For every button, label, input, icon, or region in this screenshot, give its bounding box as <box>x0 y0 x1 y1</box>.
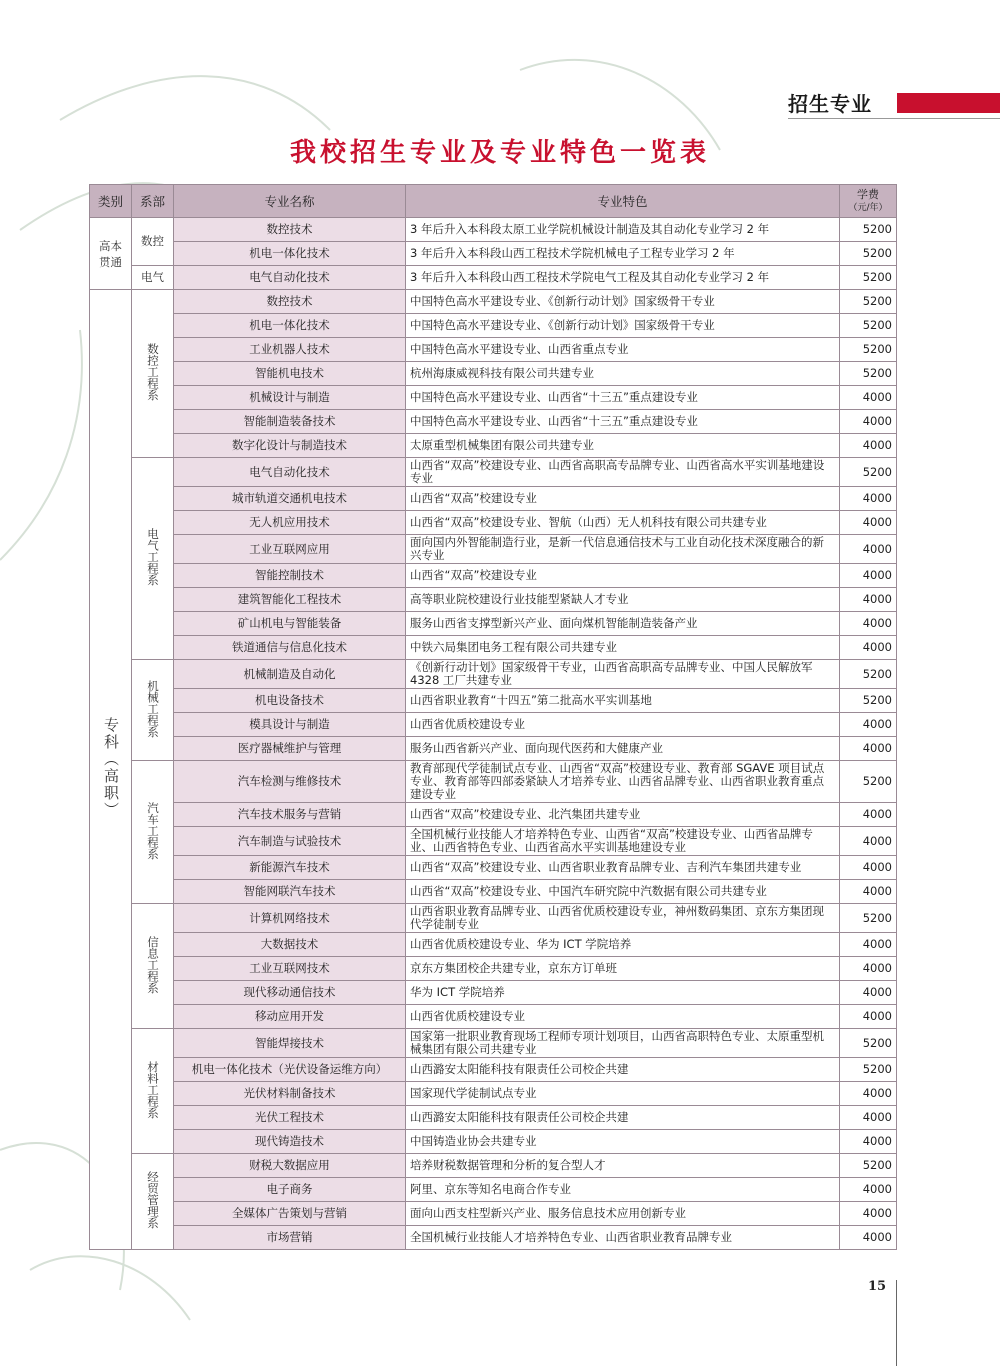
fee-cell: 5200 <box>840 458 897 487</box>
table-row <box>90 880 897 904</box>
department-cell <box>132 660 174 761</box>
category-cell <box>90 290 132 1250</box>
table-row <box>90 803 897 827</box>
feature-cell: 山西省优质校建设专业 <box>406 713 840 737</box>
feature-cell: 山西省“双高”校建设专业、北汽集团共建专业 <box>406 803 840 827</box>
feature-cell: 中国特色高水平建设专业、《创新行动计划》国家级骨干专业 <box>406 290 840 314</box>
table-row <box>90 338 897 362</box>
fee-cell: 4000 <box>840 981 897 1005</box>
table-row <box>90 761 897 803</box>
table-row <box>90 218 897 242</box>
feature-cell: 中国特色高水平建设专业、山西省“十三五”重点建设专业 <box>406 386 840 410</box>
feature-cell: 面向国内外智能制造行业，是新一代信息通信技术与工业自动化技术深度融合的新兴专业 <box>406 535 840 564</box>
feature-cell: 山西省“双高”校建设专业 <box>406 487 840 511</box>
table-body <box>90 218 897 1250</box>
feature-cell: 中国特色高水平建设专业、山西省“十三五”重点建设专业 <box>406 410 840 434</box>
fee-cell: 4000 <box>840 1226 897 1250</box>
department-cell <box>132 761 174 904</box>
page-number: 15 <box>868 1279 887 1294</box>
feature-cell: 阿里、京东等知名电商合作专业 <box>406 1178 840 1202</box>
feature-cell: 《创新行动计划》国家级骨干专业，山西省高职高专品牌专业、中国人民解放军 4328 工厂共建专业 <box>406 660 840 689</box>
fee-cell: 5200 <box>840 1154 897 1178</box>
feature-cell: 山西省“双高”校建设专业、山西省职业教育品牌专业、吉利汽车集团共建专业 <box>406 856 840 880</box>
major-name-cell: 机电设备技术 <box>174 689 406 713</box>
table-row <box>90 1082 897 1106</box>
fee-cell: 5200 <box>840 314 897 338</box>
feature-cell: 服务山西省新兴产业、面向现代医药和大健康产业 <box>406 737 840 761</box>
fee-cell: 4000 <box>840 1178 897 1202</box>
department-cell <box>132 266 174 290</box>
feature-cell: 中国特色高水平建设专业、山西省重点专业 <box>406 338 840 362</box>
fee-cell: 5200 <box>840 660 897 689</box>
table-row <box>90 1005 897 1029</box>
table-row <box>90 737 897 761</box>
fee-cell: 4000 <box>840 713 897 737</box>
department-label: 材料工程系 <box>146 1060 160 1119</box>
fee-cell: 4000 <box>840 1106 897 1130</box>
major-name-cell: 建筑智能化工程技术 <box>174 588 406 612</box>
fee-cell: 4000 <box>840 410 897 434</box>
feature-cell: 山西省“双高”校建设专业 <box>406 564 840 588</box>
fee-cell: 5200 <box>840 266 897 290</box>
table-row <box>90 713 897 737</box>
major-name-cell: 机械制造及自动化 <box>174 660 406 689</box>
fee-cell: 5200 <box>840 290 897 314</box>
major-name-cell: 工业机器人技术 <box>174 338 406 362</box>
fee-cell: 4000 <box>840 957 897 981</box>
major-name-cell: 电气自动化技术 <box>174 458 406 487</box>
table-row <box>90 434 897 458</box>
fee-cell: 4000 <box>840 737 897 761</box>
table-row <box>90 588 897 612</box>
department-cell <box>132 1029 174 1154</box>
fee-cell: 5200 <box>840 761 897 803</box>
major-name-cell: 数控技术 <box>174 218 406 242</box>
major-name-cell: 智能焊接技术 <box>174 1029 406 1058</box>
fee-cell: 4000 <box>840 588 897 612</box>
feature-cell: 太原重型机械集团有限公司共建专业 <box>406 434 840 458</box>
table-row <box>90 362 897 386</box>
feature-cell: 面向山西支柱型新兴产业、服务信息技术应用创新专业 <box>406 1202 840 1226</box>
fee-cell: 4000 <box>840 636 897 660</box>
major-name-cell: 铁道通信与信息化技术 <box>174 636 406 660</box>
feature-cell: 培养财税数据管理和分析的复合型人才 <box>406 1154 840 1178</box>
table-row <box>90 933 897 957</box>
feature-cell: 山西省优质校建设专业、华为 ICT 学院培养 <box>406 933 840 957</box>
major-name-cell: 工业互联网技术 <box>174 957 406 981</box>
fee-cell: 5200 <box>840 338 897 362</box>
table-row <box>90 314 897 338</box>
feature-cell: 全国机械行业技能人才培养特色专业、山西省“双高”校建设专业、山西省品牌专业、山西省特色专业、山西省高水平实训基地建设专业 <box>406 827 840 856</box>
major-name-cell: 模具设计与制造 <box>174 713 406 737</box>
feature-cell: 山西省优质校建设专业 <box>406 1005 840 1029</box>
table-row <box>90 827 897 856</box>
major-name-cell: 计算机网络技术 <box>174 904 406 933</box>
table-row <box>90 487 897 511</box>
major-name-cell: 汽车检测与维修技术 <box>174 761 406 803</box>
fee-cell: 5200 <box>840 1029 897 1058</box>
major-name-cell: 现代移动通信技术 <box>174 981 406 1005</box>
major-name-cell: 智能控制技术 <box>174 564 406 588</box>
major-name-cell: 医疗器械维护与管理 <box>174 737 406 761</box>
fee-cell: 4000 <box>840 612 897 636</box>
feature-cell: 山西省“双高”校建设专业、山西省高职高专品牌专业、山西省高水平实训基地建设专业 <box>406 458 840 487</box>
major-name-cell: 汽车制造与试验技术 <box>174 827 406 856</box>
feature-cell: 山西省“双高”校建设专业、智航（山西）无人机科技有限公司共建专业 <box>406 511 840 535</box>
department-cell <box>132 1154 174 1250</box>
feature-cell: 服务山西省支撑型新兴产业、面向煤机智能制造装备产业 <box>406 612 840 636</box>
feature-cell: 国家现代学徒制试点专业 <box>406 1082 840 1106</box>
major-name-cell: 机电一体化技术（光伏设备运维方向） <box>174 1058 406 1082</box>
department-cell <box>132 290 174 458</box>
feature-cell: 高等职业院校建设行业技能型紧缺人才专业 <box>406 588 840 612</box>
table-row <box>90 564 897 588</box>
fee-cell: 4000 <box>840 856 897 880</box>
feature-cell: 京东方集团校企共建专业，京东方订单班 <box>406 957 840 981</box>
fee-cell: 4000 <box>840 803 897 827</box>
table-row <box>90 386 897 410</box>
department-label: 数控 <box>141 234 164 248</box>
fee-cell: 4000 <box>840 1082 897 1106</box>
table-row <box>90 1202 897 1226</box>
fee-cell: 5200 <box>840 1058 897 1082</box>
category-label: 高本贯通 <box>99 238 122 269</box>
col-header-major: 专业名称 <box>174 185 406 218</box>
feature-cell: 中国铸造业协会共建专业 <box>406 1130 840 1154</box>
feature-cell: 教育部现代学徒制试点专业、山西省“双高”校建设专业、教育部 SGAVE 项目试点专业、教育部等四部委紧缺人才培养专业、山西省品牌专业、山西省职业教育重点建设专业 <box>406 761 840 803</box>
table-row <box>90 1154 897 1178</box>
table-row <box>90 290 897 314</box>
table-row <box>90 1058 897 1082</box>
feature-cell: 3 年后升入本科段山西工程技术学院机械电子工程专业学习 2 年 <box>406 242 840 266</box>
table-row <box>90 511 897 535</box>
major-name-cell: 电子商务 <box>174 1178 406 1202</box>
table-row <box>90 636 897 660</box>
table-row <box>90 1226 897 1250</box>
major-name-cell: 光伏材料制备技术 <box>174 1082 406 1106</box>
major-name-cell: 市场营销 <box>174 1226 406 1250</box>
table-row <box>90 1029 897 1058</box>
major-name-cell: 财税大数据应用 <box>174 1154 406 1178</box>
fee-cell: 4000 <box>840 1005 897 1029</box>
page-number-rule <box>896 1280 897 1366</box>
table-row <box>90 904 897 933</box>
col-header-fee <box>840 185 897 218</box>
major-name-cell: 全媒体广告策划与营销 <box>174 1202 406 1226</box>
major-name-cell: 数字化设计与制造技术 <box>174 434 406 458</box>
department-cell <box>132 904 174 1029</box>
department-cell <box>132 458 174 660</box>
major-name-cell: 机电一体化技术 <box>174 242 406 266</box>
major-name-cell: 现代铸造技术 <box>174 1130 406 1154</box>
major-name-cell: 移动应用开发 <box>174 1005 406 1029</box>
major-name-cell: 无人机应用技术 <box>174 511 406 535</box>
feature-cell: 全国机械行业技能人才培养特色专业、山西省职业教育品牌专业 <box>406 1226 840 1250</box>
col-header-feature: 专业特色 <box>406 185 840 218</box>
table-row <box>90 535 897 564</box>
department-label: 汽车工程系 <box>146 801 160 860</box>
fee-cell: 4000 <box>840 933 897 957</box>
feature-cell: 山西省“双高”校建设专业、中国汽车研究院中汽数据有限公司共建专业 <box>406 880 840 904</box>
major-name-cell: 新能源汽车技术 <box>174 856 406 880</box>
feature-cell: 山西潞安太阳能科技有限责任公司校企共建 <box>406 1058 840 1082</box>
table-row <box>90 410 897 434</box>
fee-cell: 4000 <box>840 564 897 588</box>
major-name-cell: 汽车技术服务与营销 <box>174 803 406 827</box>
col-header-department: 系部 <box>132 185 174 218</box>
major-name-cell: 数控技术 <box>174 290 406 314</box>
header-divider <box>788 118 1000 119</box>
fee-cell: 4000 <box>840 827 897 856</box>
fee-cell: 4000 <box>840 1202 897 1226</box>
major-name-cell: 工业互联网应用 <box>174 535 406 564</box>
majors-table <box>89 184 897 1250</box>
table-row <box>90 689 897 713</box>
feature-cell: 中国特色高水平建设专业、《创新行动计划》国家级骨干专业 <box>406 314 840 338</box>
department-label: 经贸管理系 <box>146 1171 160 1229</box>
fee-cell: 5200 <box>840 904 897 933</box>
category-cell <box>90 218 132 290</box>
table-row <box>90 1130 897 1154</box>
major-name-cell: 机电一体化技术 <box>174 314 406 338</box>
table-row <box>90 242 897 266</box>
major-name-cell: 光伏工程技术 <box>174 1106 406 1130</box>
feature-cell: 3 年后升入本科段山西工程技术学院电气工程及其自动化专业学习 2 年 <box>406 266 840 290</box>
fee-cell: 4000 <box>840 535 897 564</box>
major-name-cell: 矿山机电与智能装备 <box>174 612 406 636</box>
fee-label: 学费 <box>857 187 879 201</box>
table-row <box>90 458 897 487</box>
fee-cell: 5200 <box>840 218 897 242</box>
feature-cell: 国家第一批职业教育现场工程师专项计划项目，山西省高职特色专业、太原重型机械集团有限公司共建专业 <box>406 1029 840 1058</box>
department-label: 数控工程系 <box>146 343 160 401</box>
table-row <box>90 856 897 880</box>
category-label: 专科（高职） <box>102 717 120 819</box>
major-name-cell: 智能网联汽车技术 <box>174 880 406 904</box>
feature-cell: 山西省职业教育“十四五”第二批高水平实训基地 <box>406 689 840 713</box>
feature-cell: 华为 ICT 学院培养 <box>406 981 840 1005</box>
table-row <box>90 1178 897 1202</box>
table-row <box>90 957 897 981</box>
feature-cell: 3 年后升入本科段太原工业学院机械设计制造及其自动化专业学习 2 年 <box>406 218 840 242</box>
section-label: 招生专业 <box>788 92 872 116</box>
major-name-cell: 智能制造装备技术 <box>174 410 406 434</box>
feature-cell: 山西潞安太阳能科技有限责任公司校企共建 <box>406 1106 840 1130</box>
department-label: 电气 <box>141 270 164 284</box>
section-accent-bar <box>897 93 1000 113</box>
col-header-category: 类别 <box>90 185 132 218</box>
fee-cell: 5200 <box>840 689 897 713</box>
department-label: 电气工程系 <box>146 528 160 586</box>
table-row <box>90 612 897 636</box>
department-label: 机械工程系 <box>146 679 160 738</box>
feature-cell: 山西省职业教育品牌专业、山西省优质校建设专业，神州数码集团、京东方集团现代学徒制专业 <box>406 904 840 933</box>
fee-unit: （元/年） <box>848 202 888 213</box>
feature-cell: 中铁六局集团电务工程有限公司共建专业 <box>406 636 840 660</box>
table-header-row <box>90 185 897 218</box>
table-row <box>90 1106 897 1130</box>
major-name-cell: 智能机电技术 <box>174 362 406 386</box>
table-row <box>90 981 897 1005</box>
department-label: 信息工程系 <box>146 935 160 994</box>
department-cell <box>132 218 174 266</box>
fee-cell: 4000 <box>840 386 897 410</box>
fee-cell: 4000 <box>840 511 897 535</box>
fee-cell: 5200 <box>840 362 897 386</box>
page-title: 我校招生专业及专业特色一览表 <box>289 138 710 168</box>
fee-cell: 4000 <box>840 880 897 904</box>
table-row <box>90 266 897 290</box>
major-name-cell: 机械设计与制造 <box>174 386 406 410</box>
fee-cell: 5200 <box>840 242 897 266</box>
feature-cell: 杭州海康威视科技有限公司共建专业 <box>406 362 840 386</box>
major-name-cell: 大数据技术 <box>174 933 406 957</box>
fee-cell: 4000 <box>840 434 897 458</box>
fee-cell: 4000 <box>840 487 897 511</box>
major-name-cell: 电气自动化技术 <box>174 266 406 290</box>
fee-cell: 4000 <box>840 1130 897 1154</box>
table-row <box>90 660 897 689</box>
major-name-cell: 城市轨道交通机电技术 <box>174 487 406 511</box>
